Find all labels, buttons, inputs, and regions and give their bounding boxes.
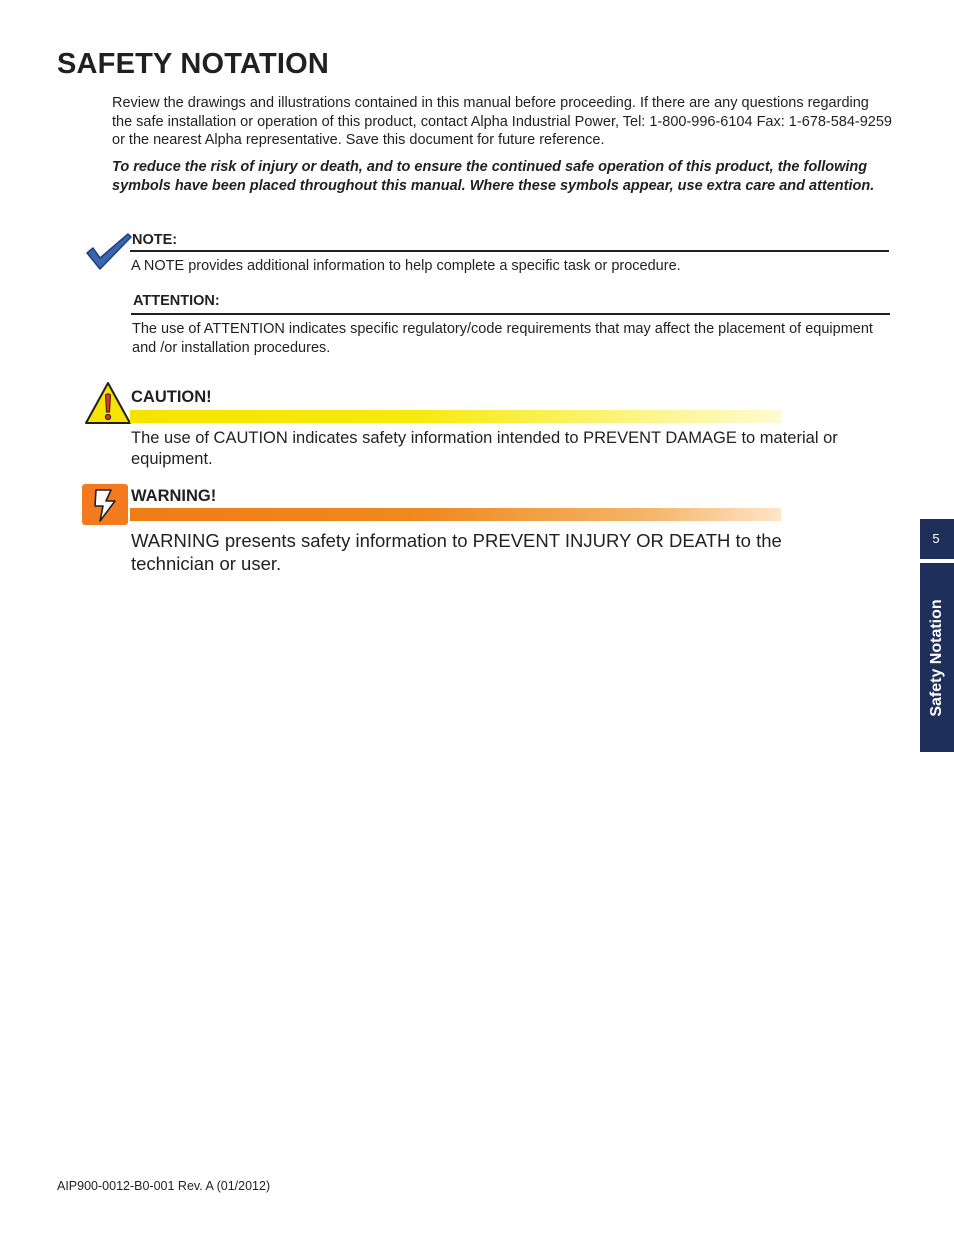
caution-label: CAUTION! bbox=[131, 388, 212, 406]
caution-color-bar bbox=[130, 410, 781, 423]
attention-body: The use of ATTENTION indicates specific regulatory/code requirements that may affect the placement of equipment and /or installation procedures. bbox=[132, 321, 873, 356]
attention-label: ATTENTION: bbox=[133, 293, 220, 309]
note-body: A NOTE provides additional information to help complete a specific task or procedure. bbox=[131, 258, 681, 274]
warning-color-bar bbox=[130, 508, 781, 521]
emphasis-paragraph: To reduce the risk of injury or death, and to ensure the continued safe operation of this product, the following symbols have been placed throughout this manual. Where these symbols appear, use extra care and attention. bbox=[112, 159, 875, 194]
checkmark-icon bbox=[84, 231, 134, 273]
section-tab-label: Safety Notation bbox=[928, 598, 945, 717]
warning-body: WARNING presents safety information to PREVENT INJURY OR DEATH to the technician or user. bbox=[131, 530, 782, 574]
warning-label: WARNING! bbox=[131, 487, 217, 505]
intro-paragraph: Review the drawings and illustrations contained in this manual before proceeding. If there are any questions regarding the safe installation or operation of this product, contact Alpha Industrial Power, Tel: 1-800-996-6104 Fax: 1-678-584-9259 or the nearest Alpha representative. Save this document for future reference. bbox=[112, 95, 892, 148]
caution-triangle-icon bbox=[84, 381, 132, 425]
note-divider bbox=[130, 250, 889, 252]
footer-document-number: AIP900-0012-B0-001 Rev. A (01/2012) bbox=[57, 1179, 271, 1193]
page-title: SAFETY NOTATION bbox=[57, 48, 330, 80]
caution-body: The use of CAUTION indicates safety information intended to PREVENT DAMAGE to material or equipment. bbox=[131, 429, 838, 468]
lightning-bolt-icon bbox=[82, 484, 128, 525]
page-number: 5 bbox=[920, 519, 954, 559]
note-label: NOTE: bbox=[132, 232, 178, 248]
section-tab bbox=[920, 563, 954, 752]
attention-divider bbox=[131, 313, 890, 315]
